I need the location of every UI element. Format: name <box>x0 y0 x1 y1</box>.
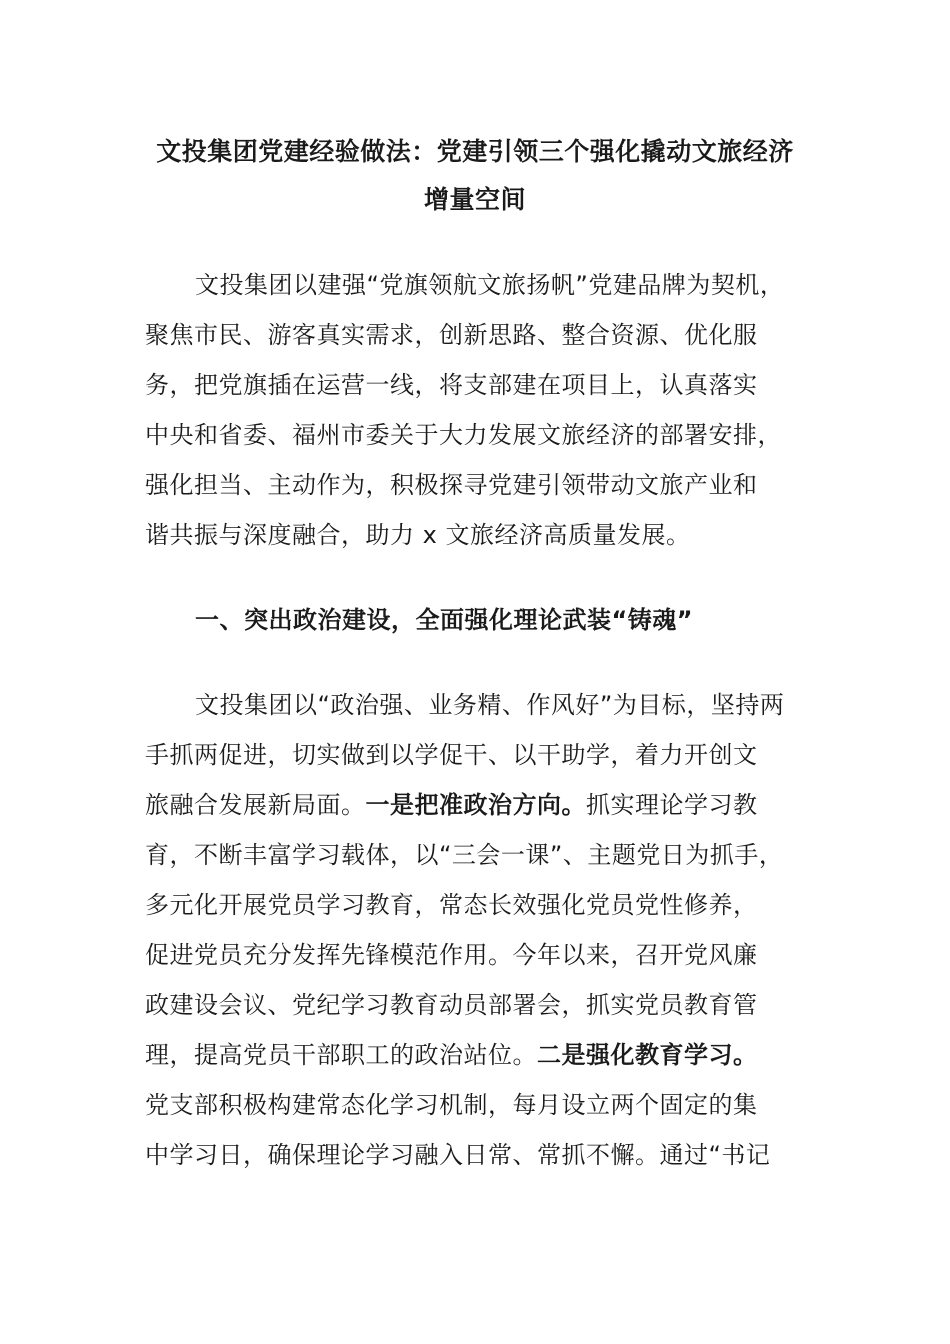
plain-text: 理，提高党员干部职工的政治站位。 <box>145 1041 537 1069</box>
paragraph-line: 育，不断丰富学习载体，以“三会一课”、主题党日为抓手， <box>145 841 784 869</box>
bold-point: 一是把准政治方向。 <box>365 791 586 819</box>
title-line-1: 文投集团党建经验做法：党建引领三个强化撬动文旅经济 <box>156 137 794 166</box>
intro-paragraph <box>145 260 810 560</box>
paragraph-line: 促进党员充分发挥先锋模范作用。今年以来，召开党风廉 <box>145 941 758 969</box>
document-title <box>120 128 830 224</box>
paragraph-line <box>145 780 810 830</box>
paragraph-line: 政建设会议、党纪学习教育动员部署会，抓实党员教育管 <box>145 991 758 1019</box>
paragraph-line: 聚焦市民、游客真实需求，创新思路、整合资源、优化服 <box>145 321 758 349</box>
paragraph-line: 党支部积极构建常态化学习机制，每月设立两个固定的集 <box>145 1091 758 1119</box>
paragraph-line: 中学习日，确保理论学习融入日常、常抓不懈。通过“书记 <box>145 1141 771 1169</box>
paragraph-line <box>145 1030 810 1080</box>
section-heading: 一、突出政治建设，全面强化理论武装“铸魂” <box>195 606 694 634</box>
paragraph-line: 手抓两促进，切实做到以学促干、以干助学，着力开创文 <box>145 741 758 769</box>
plain-text: 旅融合发展新局面。 <box>145 791 366 819</box>
section-paragraph <box>145 680 810 1180</box>
paragraph-line: 文投集团以建强“党旗领航文旅扬帆”党建品牌为契机， <box>195 271 785 299</box>
plain-text: 抓实理论学习教 <box>586 791 758 819</box>
paragraph-line: 多元化开展党员学习教育，常态长效强化党员党性修养， <box>145 891 758 919</box>
paragraph-line: 文投集团以“政治强、业务精、作风好”为目标，坚持两 <box>195 691 785 719</box>
paragraph-line: 务，把党旗插在运营一线，将支部建在项目上，认真落实 <box>145 371 758 399</box>
paragraph-line: 强化担当、主动作为，积极探寻党建引领带动文旅产业和 <box>145 471 758 499</box>
paragraph-line: 中央和省委、福州市委关于大力发展文旅经济的部署安排， <box>145 421 782 449</box>
bold-point: 二是强化教育学习。 <box>537 1041 758 1069</box>
title-line-2: 增量空间 <box>423 185 526 214</box>
paragraph-line: 谐共振与深度融合，助力 x 文旅经济高质量发展。 <box>145 521 691 549</box>
